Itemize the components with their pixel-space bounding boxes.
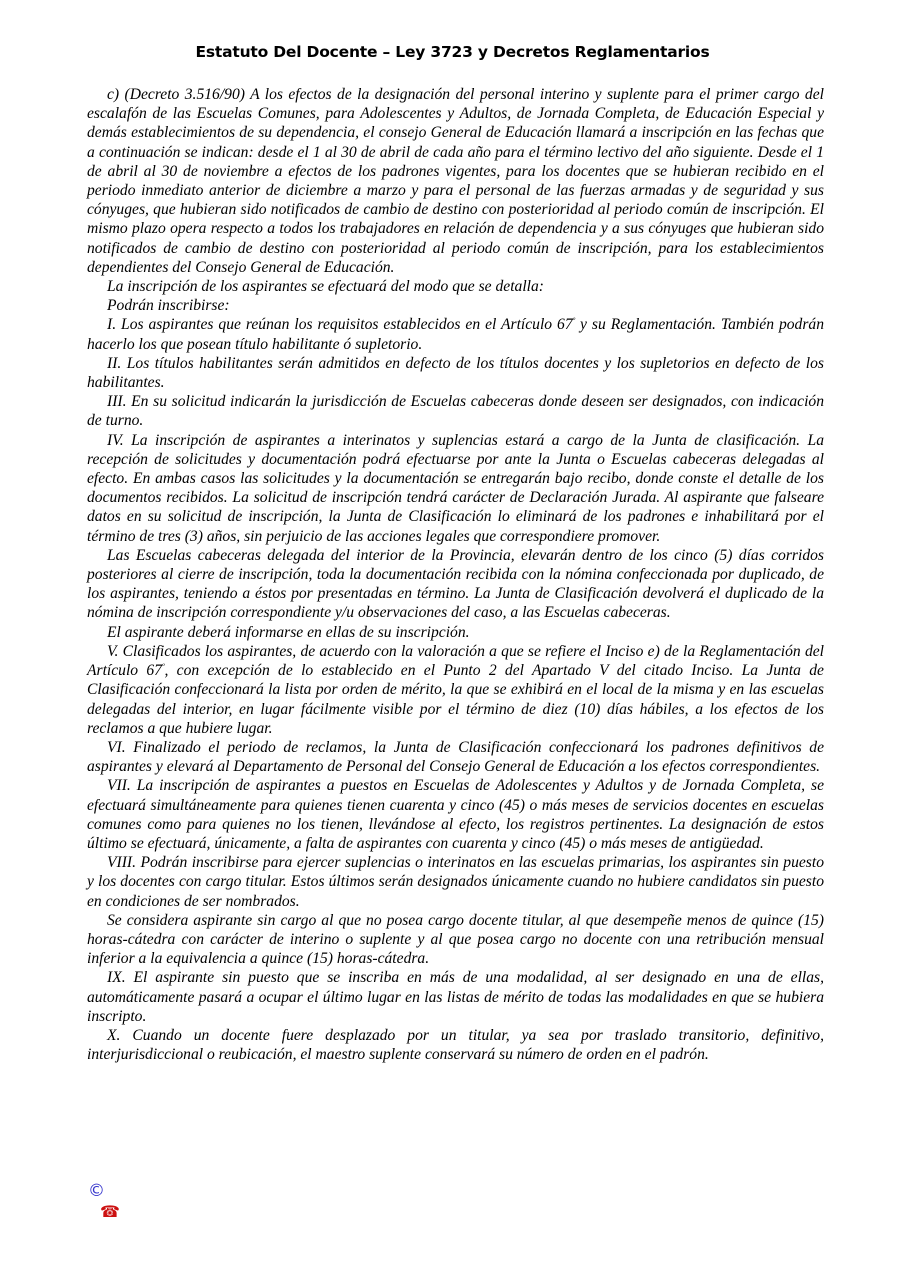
paragraph-item-v: V. Clasificados los aspirantes, de acuerdo con la valoración a que se refiere el Inciso e) de la Reglamentación del Artículo $67^º$, con excepción de lo establecido en el Punto 2 del Apartado V del citado Inciso. La Junta de Clasificación confeccionará la lista por orden de mérito, la que se exhibirá en el local de la misma y en las escuelas delegadas del interior, en lugar fácilmente visible por el término de diez (10) días hábiles, a los efectos de los reclamos a que hubiere lugar.: [87, 642, 824, 737]
paragraph-podran-inscribirse: Podrán inscribirse:: [107, 297, 230, 315]
paragraph-item-iii: III. En su solicitud indicarán la jurisdicción de Escuelas cabeceras donde deseen ser designados, con indicación de turno.: [87, 393, 824, 430]
paragraph-escuelas-cabeceras: Las Escuelas cabeceras delegada del interior de la Provincia, elevarán dentro de los cinco (5) días corridos posteriores al cierre de inscripción, toda la documentación recibida con la nómina confeccionada por duplicado, de los aspirantes, teniendo a éstos por presentadas en término. La Junta de Clasificación devolverá el duplicado de la nómina de inscripción correspondiente y/u observaciones del caso, a las Escuelas cabeceras.: [87, 546, 824, 622]
ordinal-superscript: º: [161, 661, 165, 671]
paragraph-item-iv: IV. La inscripción de aspirantes a interinatos y suplencias estará a cargo de la Junta de clasificación. La recepción de solicitudes y documentación podrá efectuarse por ante la Junta o Escuelas cabeceras delegadas al efecto. En ambas casos las solicitudes y la documentación se entregarán bajo recibo, donde conste el detalle de los documentos recibidos. La solicitud de inscripción tendrá carácter de Declaración Jurada. Al aspirante que falseare datos en su solicitud de inscripción, la Junta de Clasificación lo eliminará de los padrones e inhabilitará por el término de tres (3) años, sin perjuicio de las acciones legales que correspondiere promover.: [87, 431, 824, 545]
paragraph-item-i: I. Los aspirantes que reúnan los requisitos establecidos en el Artículo $67^º$ y su Reglamentación. También podrán hacerlo los que posean título habilitante ó supletorio.: [87, 316, 824, 353]
paragraph-item-ix: IX. El aspirante sin puesto que se inscriba en más de una modalidad, al ser designado en una de ellas, automáticamente pasará a ocupar el último lugar en las listas de mérito de todas las modalidades en que se hubiera inscripto.: [87, 969, 824, 1025]
paragraph-item-x: X. Cuando un docente fuere desplazado por un titular, ya sea por traslado transitorio, definitivo, interjurisdiccional o reubicación, el maestro suplente conservará su número de orden en el padrón.: [87, 1026, 824, 1064]
copyright-icon: ©: [88, 1181, 105, 1201]
paragraph-aspirante-sin-cargo: Se considera aspirante sin cargo al que no posea cargo docente titular, al que desempeñe menos de quince (15) horas-cátedra con carácter de interino o suplente y al que posea cargo no docente con una retribución mensual inferior a la equivalencia a quince (15) horas-cátedra.: [87, 911, 824, 968]
paragraph-aspirante-informarse: El aspirante deberá informarse en ellas de su inscripción.: [107, 623, 470, 641]
document-body: [87, 85, 824, 1064]
page-title: Estatuto Del Docente – Ley 3723 y Decretos Reglamentarios: [195, 43, 710, 61]
paragraph-inscripcion-modo: La inscripción de los aspirantes se efectuará del modo que se detalla:: [107, 278, 544, 296]
phone-icon: ☎: [100, 1202, 120, 1221]
paragraph-item-viii: VIII. Podrán inscribirse para ejercer suplencias o interinatos en las escuelas primarias, los aspirantes sin puesto y los docentes con cargo titular. Estos últimos serán designados únicamente cuando no hubiere candidatos sin puesto en condiciones de ser nombrados.: [87, 854, 824, 910]
ordinal-superscript: º: [572, 316, 576, 326]
paragraph-item-vi: VI. Finalizado el periodo de reclamos, la Junta de Clasificación confeccionará los padrones definitivos de aspirantes y elevará al Departamento de Personal del Consejo General de Educación a los efectos correspondientes.: [87, 738, 824, 776]
paragraph-item-ii: II. Los títulos habilitantes serán admitidos en defecto de los títulos docentes y los supletorios en defecto de los habilitantes.: [87, 354, 824, 392]
paragraph-c-decreto: c) (Decreto 3.516/90) A los efectos de la designación del personal interino y suplente para el primer cargo del escalafón de las Escuelas Comunes, para Adolescentes y Adultos, de Jornada Completa, de Educación Especial y demás establecimientos de su dependencia, el consejo General de Educación llamará a inscripción en las fechas que a continuación se indican: desde el 1 al 30 de abril de cada año para el término lectivo del año siguiente. Desde el 1 de abril al 30 de noviembre a efectos de los padrones vigentes, para los docentes que se hubieran recibido en el periodo inmediato anterior de diciembre a marzo y para el personal de las fuerzas armadas y de seguridad y sus cónyuges, que hubieran sido notificados de cambio de destino con posterioridad al periodo común de inscripción. El mismo plazo opera respecto a todos los trabajadores en relación de dependencia y a sus cónyuges que hubieran sido notificados de cambio de destino con posterioridad al periodo común de inscripción, para los establecimientos dependientes del Consejo General de Educación.: [87, 86, 824, 276]
paragraph-item-vii: VII. La inscripción de aspirantes a puestos en Escuelas de Adolescentes y Adultos y de Jornada Completa, se efectuará simultáneamente para quienes tienen cuarenta y cinco (45) o más meses de servicios docentes en escuelas comunes como para quienes no los tienen, llevándose al efecto, los registros pertinentes. La designación de estos último se efectuará, únicamente, a falta de aspirantes con cuarenta y cinco (45) o más meses de antigüedad.: [87, 777, 824, 852]
